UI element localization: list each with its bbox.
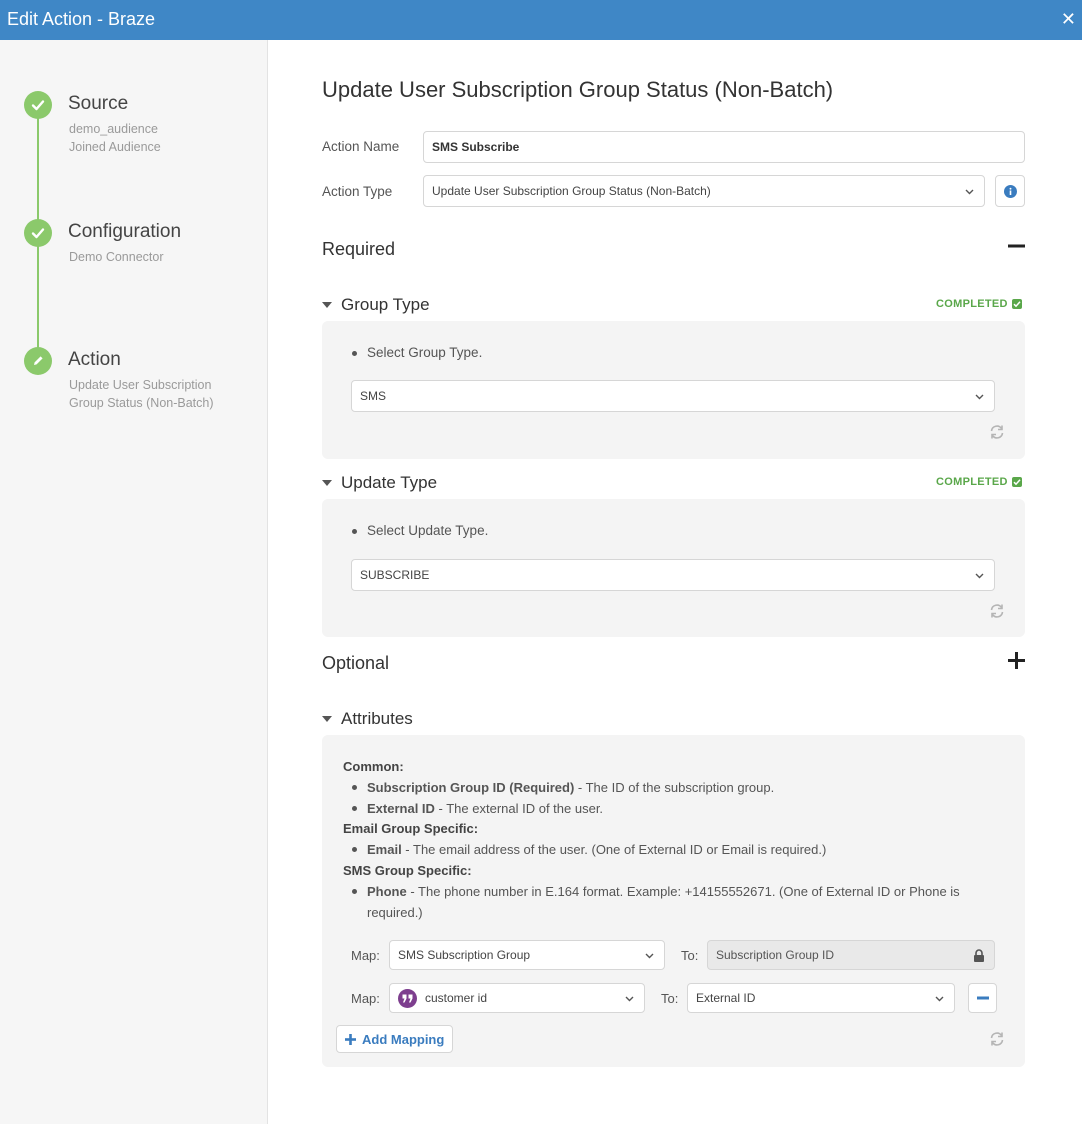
step-title-source[interactable]: Source	[68, 93, 129, 114]
map-from-value: SMS Subscription Group	[398, 948, 531, 962]
chevron-down-icon	[975, 392, 984, 401]
group-type-select[interactable]	[351, 380, 995, 412]
update-type-panel	[322, 499, 1025, 637]
attr-item-cont: required.)	[367, 905, 423, 920]
sms-heading: SMS Group Specific:	[343, 863, 472, 878]
action-name-input[interactable]: SMS Subscribe	[423, 131, 1025, 163]
attr-item: Subscription Group ID (Required) - The ID of the subscription group.	[367, 777, 774, 798]
completed-check-icon	[1012, 299, 1022, 309]
action-type-label: Action Type	[322, 184, 393, 199]
map-to-value: Subscription Group ID	[716, 948, 835, 962]
pencil-icon	[24, 347, 52, 375]
minus-icon[interactable]	[1008, 239, 1025, 253]
update-type-value: SUBSCRIBE	[360, 568, 430, 582]
chevron-down-icon	[975, 571, 984, 580]
plus-icon[interactable]	[1008, 652, 1025, 669]
completed-label: COMPLETED	[936, 298, 1008, 310]
map-to-value: External ID	[696, 991, 756, 1005]
email-heading: Email Group Specific:	[343, 821, 479, 836]
update-type-title: Update Type	[341, 473, 438, 492]
add-mapping-button[interactable]	[336, 1025, 453, 1053]
step-sub-source-1: demo_audience	[69, 122, 158, 136]
common-heading: Common:	[343, 759, 404, 774]
group-type-title: Group Type	[341, 295, 430, 314]
map-from-value: customer id	[425, 991, 488, 1005]
map-label: Map:	[351, 991, 380, 1006]
attributes-toggle[interactable]	[322, 709, 413, 729]
chevron-down-icon	[645, 951, 654, 960]
main-content	[268, 40, 1082, 1124]
window-title: Edit Action - Braze	[7, 9, 156, 29]
attr-item: Phone - The phone number in E.164 format. Example: +14155552671. (One of External ID or Phone is	[367, 881, 960, 902]
caret-down-icon	[322, 716, 332, 722]
map-label: Map:	[351, 948, 380, 963]
update-type-toggle[interactable]	[322, 473, 437, 493]
remove-mapping-button[interactable]	[968, 983, 997, 1013]
map-to-select[interactable]	[687, 983, 955, 1013]
completed-check-icon	[1012, 477, 1022, 487]
refresh-icon[interactable]	[989, 603, 1005, 619]
group-type-status	[936, 298, 1022, 310]
update-type-status	[936, 476, 1022, 488]
minus-icon	[977, 996, 989, 1000]
map-to-locked	[707, 940, 995, 970]
caret-down-icon	[322, 302, 332, 308]
step-sub-action-2: Group Status (Non-Batch)	[69, 396, 214, 410]
attr-item: External ID - The external ID of the user.	[367, 798, 603, 819]
step-title-configuration[interactable]: Configuration	[68, 221, 182, 242]
step-sub-action-1: Update User Subscription	[69, 378, 212, 392]
info-icon	[1004, 185, 1017, 198]
optional-heading: Optional	[322, 653, 390, 673]
group-type-toggle[interactable]	[322, 295, 430, 315]
completed-label: COMPLETED	[936, 476, 1008, 488]
quote-icon	[398, 989, 417, 1008]
steps-sidebar	[0, 40, 268, 1124]
action-name-label: Action Name	[322, 139, 400, 154]
group-type-instruction: Select Group Type.	[367, 345, 483, 360]
group-type-value: SMS	[360, 389, 387, 403]
map-from-select[interactable]	[389, 940, 665, 970]
refresh-icon[interactable]	[989, 1031, 1005, 1047]
step-title-action[interactable]: Action	[68, 349, 121, 370]
title-bar	[0, 0, 1082, 40]
info-button[interactable]	[995, 175, 1025, 207]
to-label: To:	[661, 991, 679, 1006]
refresh-icon[interactable]	[989, 424, 1005, 440]
to-label: To:	[681, 948, 699, 963]
required-heading: Required	[322, 239, 396, 259]
caret-down-icon	[322, 480, 332, 486]
action-type-value: Update User Subscription Group Status (Non-Batch)	[432, 184, 711, 198]
attr-item: Email - The email address of the user. (One of External ID or Email is required.)	[367, 839, 826, 860]
action-type-select[interactable]	[423, 175, 985, 207]
map-from-select[interactable]	[389, 983, 645, 1013]
chevron-down-icon	[625, 994, 634, 1003]
update-type-instruction: Select Update Type.	[367, 523, 489, 538]
check-icon	[24, 91, 52, 119]
update-type-select[interactable]	[351, 559, 995, 591]
step-sub-configuration: Demo Connector	[69, 250, 164, 264]
chevron-down-icon	[935, 994, 944, 1003]
check-icon	[24, 219, 52, 247]
add-mapping-label: Add Mapping	[362, 1031, 445, 1047]
page-title: Update User Subscription Group Status (Non-Batch)	[322, 77, 834, 102]
plus-icon	[345, 1034, 356, 1045]
close-icon[interactable]: ✕	[1060, 9, 1076, 29]
step-sub-source-2: Joined Audience	[69, 140, 161, 154]
attributes-title: Attributes	[341, 709, 413, 728]
lock-icon	[973, 949, 985, 962]
group-type-panel	[322, 321, 1025, 459]
chevron-down-icon	[965, 187, 974, 196]
attributes-panel	[322, 735, 1025, 1067]
